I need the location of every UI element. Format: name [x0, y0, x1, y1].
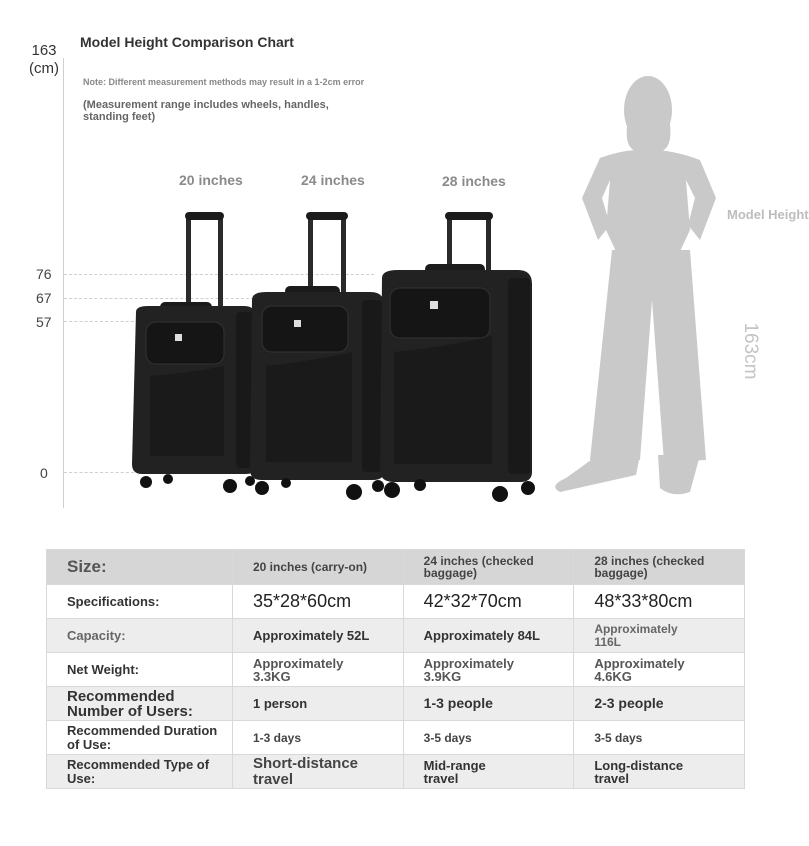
table-cell: [403, 619, 574, 653]
table-cell: [403, 585, 574, 619]
header-cell-20: [233, 550, 404, 585]
table-row: [47, 687, 745, 721]
row-label-cell: [47, 619, 233, 653]
tick-label-67: 67: [36, 290, 52, 306]
row-label: Recommended Number of Users:: [67, 687, 193, 720]
table-cell: [574, 653, 745, 687]
cell-value: 3-5 days: [594, 730, 643, 745]
y-axis-top-value: 163: [31, 42, 57, 59]
size-label-28: 28 inches: [442, 173, 506, 189]
table-cell: [233, 653, 404, 687]
cell-value: Approximately 3.3KG: [253, 655, 344, 684]
size-label-20: 20 inches: [179, 172, 243, 188]
header-28: 28 inches (checked baggage): [594, 554, 705, 580]
measurement-note: Note: Different measurement methods may result in a 1-2cm error: [83, 77, 365, 87]
table-cell: [574, 619, 745, 653]
table-cell: [233, 721, 404, 755]
cell-value: Approximately 116L: [594, 621, 678, 649]
table-cell: [233, 619, 404, 653]
model-height-label: Model Height: [727, 207, 809, 222]
cell-value: 1-3 people: [423, 694, 493, 711]
cell-value: 42*32*70cm: [423, 591, 522, 611]
table-cell: [403, 755, 574, 789]
table-cell: [574, 585, 745, 619]
table-cell: [574, 721, 745, 755]
row-label-cell: [47, 585, 233, 619]
header-24: 24 inches (checked baggage): [423, 554, 534, 580]
header-cell-24: [403, 550, 574, 585]
model-silhouette-icon: [555, 76, 716, 494]
table-cell: [233, 585, 404, 619]
suitcase-28-icon: [380, 212, 535, 502]
suitcase-24-icon: [250, 212, 384, 500]
cell-value: 1 person: [253, 695, 308, 711]
model-height-value: 163cm: [740, 322, 761, 380]
table-cell: [233, 687, 404, 721]
cell-value: Mid-range travel: [423, 757, 486, 786]
tick-label-0: 0: [40, 465, 48, 481]
range-note: (Measurement range includes wheels, handles, standing feet): [83, 99, 329, 123]
size-label-24: 24 inches: [301, 172, 365, 188]
table-header-row: [47, 550, 745, 585]
table-cell: [403, 687, 574, 721]
cell-value: 35*28*60cm: [253, 591, 352, 611]
row-label: Net Weight:: [67, 661, 139, 677]
row-label-cell: [47, 653, 233, 687]
table-row: [47, 721, 745, 755]
cell-value: Short-distance travel: [253, 754, 359, 788]
table-row: [47, 619, 745, 653]
table-cell: [574, 755, 745, 789]
header-label-cell: [47, 550, 233, 585]
cell-value: 48*33*80cm: [594, 591, 693, 611]
row-label: Recommended Type of Use:: [67, 756, 210, 786]
chart-title: Model Height Comparison Chart: [80, 34, 294, 50]
row-label-cell: [47, 755, 233, 789]
header-20: 20 inches (carry-on): [253, 560, 368, 574]
cell-value: Approximately 3.9KG: [423, 655, 514, 684]
row-label-cell: [47, 721, 233, 755]
y-axis-unit: (cm): [29, 60, 59, 77]
spec-table: [46, 549, 745, 789]
tick-label-57: 57: [36, 314, 52, 330]
tick-label-76: 76: [36, 266, 52, 282]
cell-value: Approximately 4.6KG: [594, 655, 685, 684]
cell-value: Approximately 52L: [253, 628, 370, 643]
table-row: [47, 755, 745, 789]
table-row: [47, 653, 745, 687]
header-cell-28: [574, 550, 745, 585]
header-label: Size:: [67, 557, 107, 576]
cell-value: Approximately 84L: [423, 628, 540, 643]
cell-value: 3-5 days: [423, 730, 472, 745]
cell-value: 1-3 days: [253, 730, 302, 745]
table-cell: [574, 687, 745, 721]
suitcase-20-icon: [132, 212, 256, 493]
table-row: [47, 585, 745, 619]
table-cell: [233, 755, 404, 789]
row-label: Specifications:: [67, 593, 160, 609]
row-label-cell: [47, 687, 233, 721]
row-label: Capacity:: [67, 627, 126, 643]
table-cell: [403, 721, 574, 755]
cell-value: 2-3 people: [594, 694, 664, 711]
row-label: Recommended Duration of Use:: [67, 722, 218, 752]
cell-value: Long-distance travel: [594, 757, 684, 786]
table-cell: [403, 653, 574, 687]
